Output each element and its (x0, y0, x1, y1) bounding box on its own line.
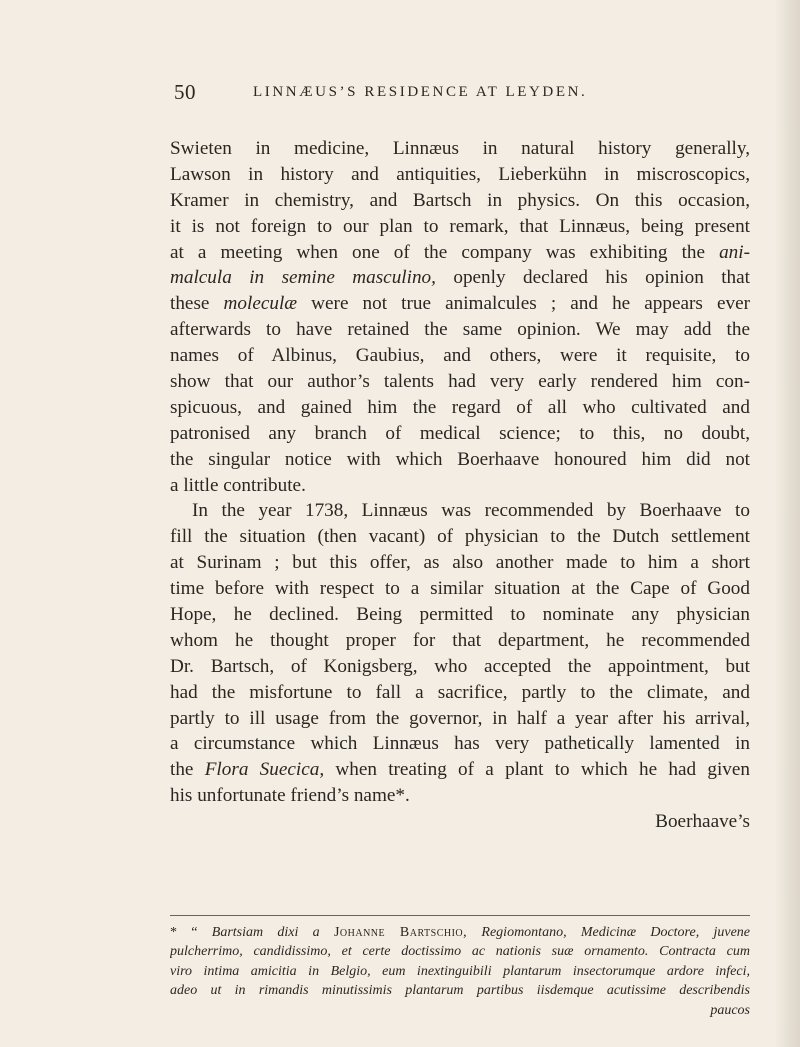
body-text-run: when treating of a plant to which he had given (324, 759, 750, 781)
footnote-line (170, 942, 750, 961)
body-text (170, 136, 750, 835)
body-text-run: spicuous, and gained him the regard of all who cultivated and (170, 396, 750, 418)
body-line (170, 369, 750, 395)
body-line (170, 447, 750, 473)
footnote-line (170, 923, 750, 942)
body-line (170, 214, 750, 240)
body-line (170, 291, 750, 317)
body-text-run: it is not foreign to our plan to remark, that Linnæus, being present (170, 215, 750, 237)
body-text-run: a circumstance which Linnæus has very pathetically lamented in (170, 733, 750, 755)
body-text-run: ani- (719, 241, 750, 263)
running-head: LINNÆUS’S RESIDENCE AT LEYDEN. (253, 84, 588, 100)
body-line (170, 654, 750, 680)
body-line (170, 809, 750, 835)
body-text-run: the singular notice with which Boerhaave honoured him did not (170, 448, 750, 470)
footnote-text-run: pulcherrimo, candidissimo, et certe doctissimo ac nationis suæ ornamento. Contracta cum (170, 944, 750, 960)
body-line (170, 550, 750, 576)
body-line (170, 783, 750, 809)
body-text-run: Dr. Bartsch, of Konigsberg, who accepted the appointment, but (170, 655, 750, 677)
body-text-run: Kramer in chemistry, and Bartsch in physics. On this occasion, (170, 189, 750, 211)
body-text-run: at a meeting when one of the company was exhibiting the (170, 241, 720, 263)
body-text-run: Lawson in history and antiquities, Lieberkühn in miscroscopics, (170, 163, 750, 185)
footnote-text-run: Regiomontano, Medicinæ Doctore, juvene (467, 925, 750, 940)
page-edge-shadow (774, 0, 800, 1047)
body-text-run: these (170, 293, 224, 315)
body-line (170, 421, 750, 447)
body-text-run: time before with respect to a similar situation at the Cape of Good (170, 578, 750, 600)
body-line (170, 162, 750, 188)
footnote-text-run: adeo ut in rimandis minutissimis plantarum partibus iisdemque acutissime describendis (170, 983, 750, 999)
footnote-text-run: paucos (710, 1002, 750, 1018)
body-line (170, 602, 750, 628)
body-line (170, 757, 750, 783)
body-text-run: fill the situation (then vacant) of physician to the Dutch settlement (170, 526, 750, 548)
footnote-divider (170, 915, 750, 916)
body-text-run: show that our author’s talents had very early rendered him con- (170, 371, 750, 393)
body-text-run: Flora Suecica, (204, 759, 325, 781)
body-line (170, 731, 750, 757)
footnote-line (170, 962, 750, 981)
body-line (170, 498, 750, 524)
body-text-run: whom he thought proper for that department, he recommended (170, 629, 750, 651)
footnote-line (170, 1001, 750, 1020)
body-line (170, 680, 750, 706)
footnote-text-run: Bartsiam dixi a (211, 925, 334, 940)
footnote-text-run: viro intima amicitia in Belgio, eum inextinguibili plantarum insectorumque ardore infeci, (170, 963, 750, 979)
body-line (170, 628, 750, 654)
footnote-line (170, 981, 750, 1000)
body-line (170, 317, 750, 343)
body-line (170, 136, 750, 162)
body-line (170, 395, 750, 421)
footnote-text-run: Johanne Bartschio, (333, 925, 468, 940)
body-text-run: malcula in semine masculino, (170, 267, 436, 289)
body-line (170, 576, 750, 602)
body-line (170, 265, 750, 291)
body-text-run: the (170, 759, 205, 781)
body-text-run: partly to ill usage from the governor, in half a year after his arrival, (170, 707, 750, 729)
body-line (170, 343, 750, 369)
body-text-run: were not true animalcules ; and he appears ever (297, 293, 750, 315)
body-text-run: Boerhaave’s (655, 811, 750, 833)
body-text-run: Hope, he declined. Being permitted to nominate any physician (170, 604, 750, 626)
footnote-text-run: * “ (170, 925, 212, 940)
body-line (170, 706, 750, 732)
body-line (170, 188, 750, 214)
body-line (170, 473, 750, 499)
body-text-run: In the year 1738, Linnæus was recommended by Boerhaave to (192, 500, 750, 522)
page-number: 50 (174, 80, 196, 104)
body-text-run: patronised any branch of medical science; to this, no doubt, (170, 422, 750, 444)
body-line (170, 524, 750, 550)
body-text-run: had the misfortune to fall a sacrifice, partly to the climate, and (170, 681, 750, 703)
body-text-run: afterwards to have retained the same opinion. We may add the (170, 319, 750, 341)
body-text-run: his unfortunate friend’s name*. (170, 785, 410, 807)
body-text-run: openly declared his opinion that (435, 267, 750, 289)
body-line (170, 240, 750, 266)
footnote (170, 923, 750, 1020)
body-text-run: moleculæ (223, 293, 298, 315)
body-text-run: names of Albinus, Gaubius, and others, were it requisite, to (170, 345, 750, 367)
body-text-run: a little contribute. (170, 474, 306, 496)
body-text-run: Swieten in medicine, Linnæus in natural history generally, (170, 138, 750, 159)
body-text-run: at Surinam ; but this offer, as also another made to him a short (170, 552, 750, 574)
